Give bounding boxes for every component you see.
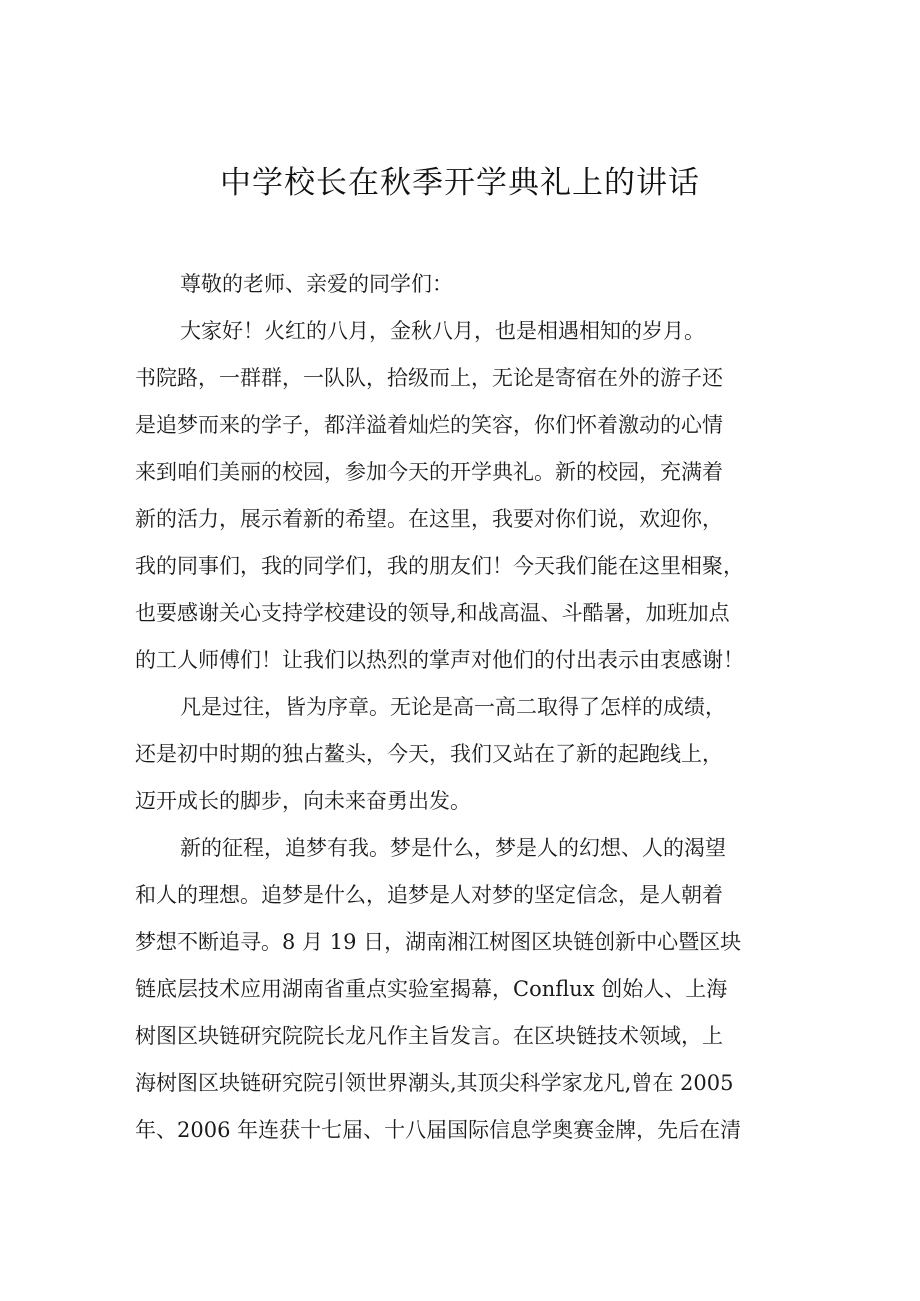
paragraph-line: 我的同事们，我的同学们，我的朋友们！今天我们能在这里相聚， <box>135 554 744 578</box>
paragraph-line: 链底层技术应用湖南省重点实验室揭幕，Conflux 创始人、上海 <box>135 977 728 1001</box>
paragraph-line: 迈开成长的脚步，向未来奋勇出发。 <box>135 789 471 813</box>
paragraph-line: 新的征程，追梦有我。梦是什么，梦是人的幻想、人的渴望 <box>180 836 726 860</box>
paragraph-line: 新的活力，展示着新的希望。在这里，我要对你们说，欢迎你， <box>135 507 723 531</box>
paragraph-line: 凡是过往，皆为序章。无论是高一高二取得了怎样的成绩， <box>180 695 726 719</box>
paragraph-line: 梦想不断追寻。8 月 19 日，湖南湘江树图区块链创新中心暨区块 <box>135 930 742 954</box>
paragraph-line: 年、2006 年连获十七届、十八届国际信息学奥赛金牌，先后在清 <box>135 1118 742 1142</box>
paragraph-line: 树图区块链研究院院长龙凡作主旨发言。在区块链技术领域，上 <box>135 1024 723 1048</box>
speech-body <box>135 261 805 1154</box>
document-title: 中学校长在秋季开学典礼上的讲话 <box>220 165 700 201</box>
paragraph-line: 还是初中时期的独占鳌头，今天，我们又站在了新的起跑线上， <box>135 742 723 766</box>
paragraph-line: 和人的理想。追梦是什么，追梦是人对梦的坚定信念，是人朝着 <box>135 883 723 907</box>
paragraph-line: 的工人师傅们！让我们以热烈的掌声对他们的付出表示由衷感谢！ <box>135 648 744 672</box>
paragraph-line: 也要感谢关心支持学校建设的领导,和战高温、斗酷暑，加班加点 <box>135 601 730 625</box>
paragraph-line: 来到咱们美丽的校园，参加今天的开学典礼。新的校园，充满着 <box>135 460 723 484</box>
paragraph-line: 海树图区块链研究院引领世界潮头,其顶尖科学家龙凡,曾在 2005 <box>135 1071 734 1095</box>
salutation-line: 尊敬的老师、亲爱的同学们： <box>180 272 453 296</box>
paragraph-line: 是追梦而来的学子，都洋溢着灿烂的笑容，你们怀着激动的心情 <box>135 413 723 437</box>
paragraph-line: 书院路，一群群，一队队，拾级而上，无论是寄宿在外的游子还 <box>135 366 723 390</box>
paragraph-line: 大家好！火红的八月，金秋八月，也是相遇相知的岁月。 <box>180 319 705 343</box>
